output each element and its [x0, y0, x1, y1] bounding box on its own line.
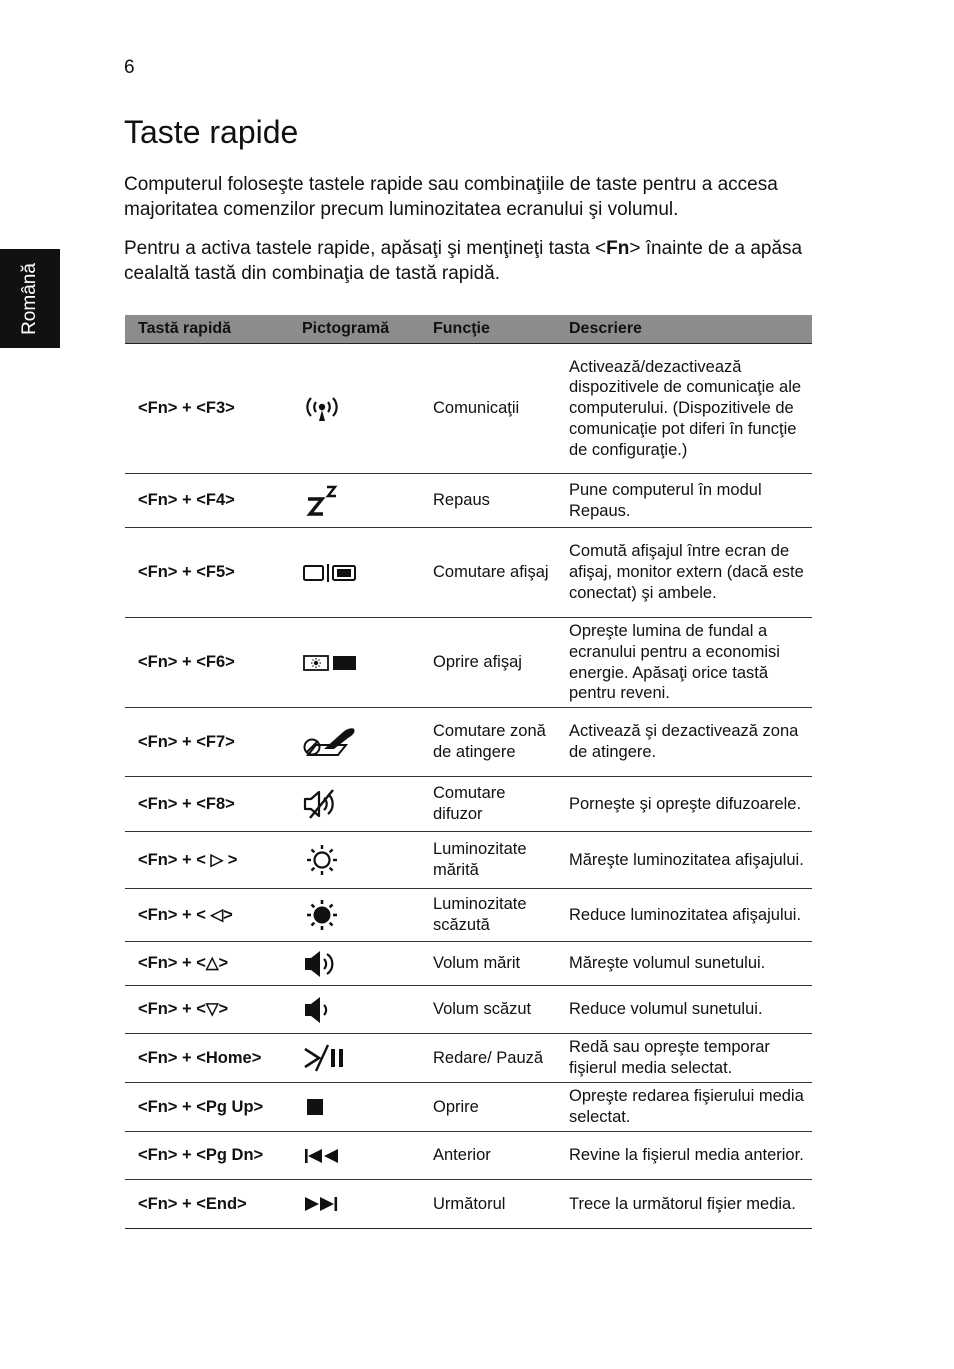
- description-cell: Măreşte luminozitatea afişajului.: [557, 832, 812, 889]
- table-header-row: [125, 315, 812, 344]
- display-off-icon: [302, 653, 358, 673]
- header-icon: Pictogramă: [292, 315, 421, 344]
- function-cell: Comutare afişaj: [421, 528, 557, 618]
- table-row: [125, 1180, 812, 1229]
- description-cell: Activează/dezactivează dispozitivele de comunicaţie ale computerului. (Dispozitivele de comunicaţie pot diferi în funcţie de configuraţie.): [557, 344, 812, 474]
- hotkey-cell: <Fn> + <▽>: [125, 986, 292, 1034]
- language-side-tab: [0, 249, 60, 348]
- hotkey-cell: <Fn> + < ◁>: [125, 889, 292, 942]
- table-row: [125, 942, 812, 986]
- previous-track-icon: [302, 1146, 346, 1166]
- function-cell: Oprire afişaj: [421, 618, 557, 708]
- volume-down-icon: [302, 994, 342, 1026]
- description-cell: Trece la următorul fişier media.: [557, 1180, 812, 1229]
- table-row: [125, 1083, 812, 1132]
- hotkey-cell: <Fn> + <F8>: [125, 777, 292, 832]
- hotkeys-table: [125, 315, 812, 1229]
- description-cell: Revine la fişierul media anterior.: [557, 1132, 812, 1180]
- hotkey-cell: <Fn> + <End>: [125, 1180, 292, 1229]
- header-hotkey: Tastă rapidă: [125, 315, 292, 344]
- function-cell: Volum mărit: [421, 942, 557, 986]
- table-row: [125, 618, 812, 708]
- description-cell: Reduce luminozitatea afişajului.: [557, 889, 812, 942]
- hotkey-cell: <Fn> + <F7>: [125, 708, 292, 777]
- table-row: [125, 777, 812, 832]
- function-cell: Comutare zonă de atingere: [421, 708, 557, 777]
- instruction-after: > înainte de a apăsa cealaltă tastă din combinaţia de tastă rapidă.: [124, 238, 803, 284]
- touchpad-toggle-icon: [302, 725, 358, 759]
- intro-paragraph: Computerul foloseşte tastele rapide sau combinaţiile de taste pentru a accesa majoritatea comenzilor precum luminozitatea ecranului şi volumul.: [124, 174, 778, 220]
- description-cell: Pune computerul în modul Repaus.: [557, 474, 812, 528]
- function-cell: Luminozitate mărită: [421, 832, 557, 889]
- table-row: [125, 708, 812, 777]
- table-row: [125, 528, 812, 618]
- hotkey-cell: <Fn> + <F5>: [125, 528, 292, 618]
- hotkey-cell: <Fn> + < ▷ >: [125, 832, 292, 889]
- brightness-up-icon: [302, 843, 342, 877]
- header-description: Descriere: [557, 315, 812, 344]
- speaker-mute-icon: [302, 788, 342, 820]
- brightness-down-icon: [302, 898, 342, 932]
- description-cell: Opreşte lumina de fundal a ecranului pentru a economisi energie. Apăsaţi orice tastă pentru reveni.: [557, 618, 812, 708]
- function-cell: Repaus: [421, 474, 557, 528]
- play-pause-icon: [302, 1043, 348, 1073]
- hotkey-cell: <Fn> + <Home>: [125, 1034, 292, 1083]
- table-row: [125, 986, 812, 1034]
- function-cell: Luminozitate scăzută: [421, 889, 557, 942]
- description-cell: Reduce volumul sunetului.: [557, 986, 812, 1034]
- instruction-before: Pentru a activa tastele rapide, apăsaţi şi menţineţi tasta <: [124, 238, 607, 259]
- table-row: [125, 1132, 812, 1180]
- description-cell: Comută afişajul între ecran de afişaj, monitor extern (dacă este conectat) şi ambele.: [557, 528, 812, 618]
- function-cell: Redare/ Pauză: [421, 1034, 557, 1083]
- table-row: [125, 1034, 812, 1083]
- hotkey-cell: <Fn> + <Pg Up>: [125, 1083, 292, 1132]
- function-cell: Anterior: [421, 1132, 557, 1180]
- table-row: [125, 889, 812, 942]
- language-label: Română: [19, 262, 40, 335]
- next-track-icon: [302, 1194, 346, 1214]
- volume-up-icon: [302, 948, 342, 980]
- instruction-paragraph: [124, 236, 824, 286]
- stop-icon: [302, 1096, 332, 1118]
- hotkey-cell: <Fn> + <F4>: [125, 474, 292, 528]
- header-function: Funcţie: [421, 315, 557, 344]
- function-cell: Volum scăzut: [421, 986, 557, 1034]
- table-row: [125, 832, 812, 889]
- hotkey-cell: <Fn> + <Pg Dn>: [125, 1132, 292, 1180]
- function-cell: Comutare difuzor: [421, 777, 557, 832]
- hotkey-cell: <Fn> + <F3>: [125, 344, 292, 474]
- table-row: [125, 344, 812, 474]
- description-cell: Măreşte volumul sunetului.: [557, 942, 812, 986]
- description-cell: Redă sau opreşte temporar fişierul media selectat.: [557, 1034, 812, 1083]
- function-cell: Următorul: [421, 1180, 557, 1229]
- description-cell: Activează şi dezactivează zona de atingere.: [557, 708, 812, 777]
- sleep-zz-icon: [302, 484, 342, 518]
- display-toggle-icon: [302, 563, 358, 583]
- function-cell: Oprire: [421, 1083, 557, 1132]
- hotkey-cell: <Fn> + <F6>: [125, 618, 292, 708]
- table-row: [125, 474, 812, 528]
- fn-key: Fn: [606, 238, 630, 259]
- function-cell: Comunicaţii: [421, 344, 557, 474]
- page-title: Taste rapide: [124, 114, 299, 150]
- hotkey-cell: <Fn> + <△>: [125, 942, 292, 986]
- description-cell: Opreşte redarea fişierului media selectat.: [557, 1083, 812, 1132]
- page-number: 6: [124, 57, 135, 78]
- wireless-communication-icon: [302, 394, 342, 424]
- description-cell: Porneşte şi opreşte difuzoarele.: [557, 777, 812, 832]
